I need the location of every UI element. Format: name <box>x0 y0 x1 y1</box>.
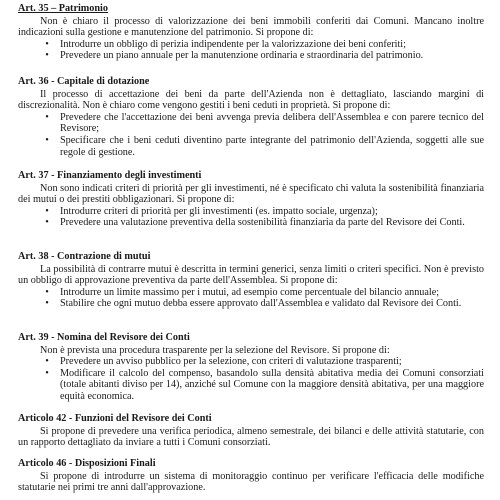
list-item: • Prevedere che l'accettazione dei beni avvenga previa delibera dell'Assemblea e con parere tecnico del Revisore; <box>40 112 484 135</box>
bullet-list <box>18 206 484 229</box>
article-42 <box>18 413 484 449</box>
article-title: Art. 39 - Nomina del Revisore dei Conti <box>18 332 190 343</box>
article-36 <box>18 76 484 158</box>
article-intro: Si propone di prevedere una verifica periodica, almeno semestrale, dei bilanci e delle attività statutarie, con un rapporto dettagliato da inviare a tutti i Comuni consorziati. <box>18 425 484 449</box>
bullet-icon: • <box>45 367 49 379</box>
article-intro: Non è prevista una procedura trasparente per la selezione del Revisore. Si propone di: <box>40 344 390 356</box>
list-item: • Introdurre criteri di priorità per gli investimenti (es. impatto sociale, urgenza); <box>40 206 484 218</box>
article-intro: Non sono indicati criteri di priorità per gli investimenti, né è specificato chi valuta la sostenibilità finanziaria dei mutui o dei prestiti obbligazionari. Si propone di: <box>18 182 484 206</box>
bullet-icon: • <box>45 217 49 229</box>
article-intro: La possibilità di contrarre mutui è descritta in termini generici, senza limiti o criteri specifici. Non è previsto un obbligo di approvazione preventiva da parte dell'Assemblea. Si propone di: <box>18 263 484 287</box>
article-title: Articolo 42 - Funzioni del Revisore dei Conti <box>18 413 212 424</box>
article-intro: Il processo di accettazione dei beni da parte dell'Azienda non è dettagliato, lasciando margini di discrezionalità. Non è chiaro come vengono gestiti i beni ceduti in proprietà. Si propone di: <box>18 88 484 112</box>
article-39 <box>18 332 484 403</box>
article-title: Art. 35 – Patrimonio <box>18 3 108 14</box>
article-intro: Non è chiaro il processo di valorizzazione dei beni immobili conferiti dai Comuni. Mancano inoltre indicazioni sulla gestione e manutenzione del patrimonio. Si propone di: <box>18 15 484 39</box>
article-38 <box>18 251 484 310</box>
article-title: Articolo 46 - Disposizioni Finali <box>18 458 156 469</box>
bullet-icon: • <box>45 50 49 62</box>
article-intro: Si propone di introdurre un sistema di monitoraggio continuo per verificare l'efficacia delle modifiche statutarie nei primi tre anni dall'approvazione. <box>18 470 484 494</box>
list-item: • Introdurre un limite massimo per i mutui, ad esempio come percentuale del bilancio annuale; <box>40 287 484 299</box>
bullet-icon: • <box>45 134 49 146</box>
list-item: • Prevedere un piano annuale per la manutenzione ordinaria e straordinaria del patrimonio. <box>40 50 484 62</box>
bullet-list <box>18 287 484 310</box>
list-item: • Modificare il calcolo del compenso, basandolo sulla densità abitativa media dei Comuni consorziati (totale abitanti diviso per 14), anziché sul Comune con la maggiore densità abitativa, per una maggiore equità economica. <box>40 368 484 403</box>
article-title: Art. 36 - Capitale di dotazione <box>18 76 150 87</box>
article-46 <box>18 458 484 494</box>
article-title: Art. 38 - Contrazione di mutui <box>18 251 151 262</box>
bullet-list <box>18 39 484 62</box>
bullet-icon: • <box>45 286 49 298</box>
article-title: Art. 37 - Finanziamento degli investimenti <box>18 170 202 181</box>
bullet-list <box>18 356 484 402</box>
bullet-icon: • <box>45 38 49 50</box>
list-item: • Specificare che i beni ceduti diventino parte integrante del patrimonio dell'Azienda, soggetti alle sue regole di gestione. <box>40 135 484 158</box>
article-37 <box>18 170 484 229</box>
list-item: • Stabilire che ogni mutuo debba essere approvato dall'Assemblea e validato dal Revisore dei Conti. <box>40 298 484 310</box>
bullet-icon: • <box>45 111 49 123</box>
list-item: • Prevedere un avviso pubblico per la selezione, con criteri di valutazione trasparenti; <box>40 356 484 368</box>
bullet-icon: • <box>45 356 49 368</box>
list-item: • Prevedere una valutazione preventiva della sostenibilità finanziaria da parte del Revisore dei Conti. <box>40 217 484 229</box>
article-35 <box>18 3 484 62</box>
list-item: • Introdurre un obbligo di perizia indipendente per la valorizzazione dei beni conferiti; <box>40 39 484 51</box>
bullet-icon: • <box>45 298 49 310</box>
bullet-list <box>18 112 484 158</box>
bullet-icon: • <box>45 205 49 217</box>
